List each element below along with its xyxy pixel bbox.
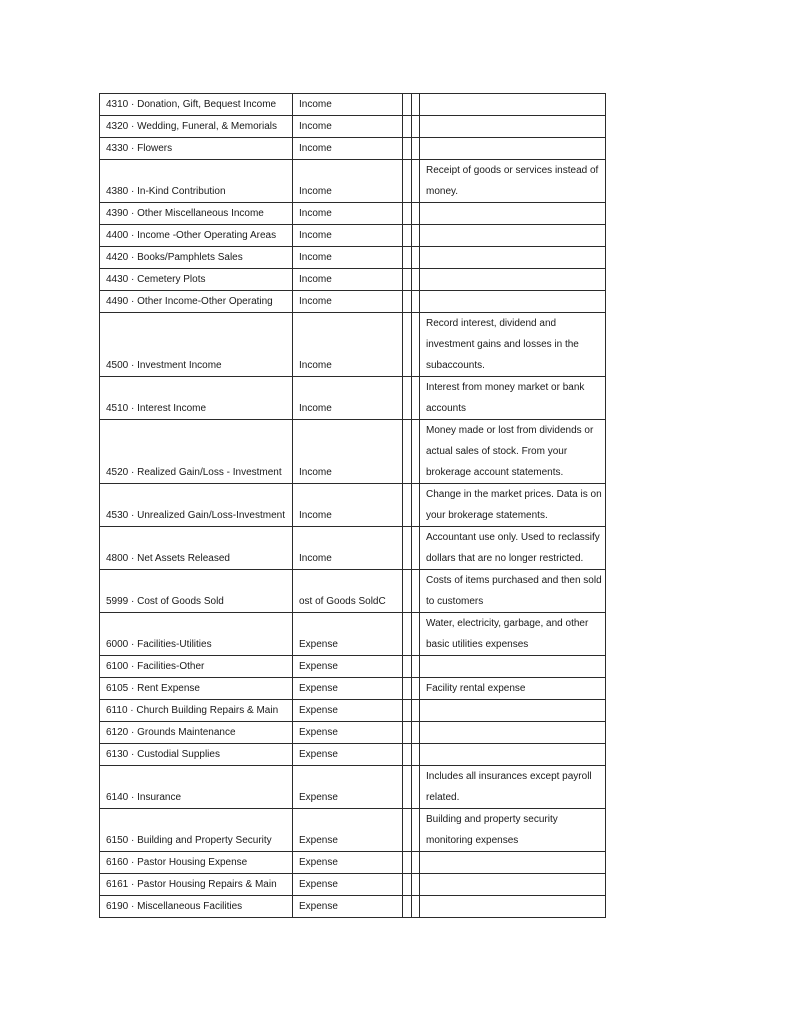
description-cell: Record interest, dividend and investment gains and losses in the subaccounts. — [420, 313, 606, 377]
blank-cell — [403, 313, 412, 377]
blank-cell — [403, 138, 412, 160]
blank-cell — [412, 377, 420, 420]
blank-cell — [412, 722, 420, 744]
type-cell: Expense — [293, 700, 403, 722]
type-cell: Income — [293, 247, 403, 269]
account-cell: 6110 · Church Building Repairs & Main — [100, 700, 293, 722]
description-cell — [420, 700, 606, 722]
type-cell: ost of Goods SoldC — [293, 570, 403, 613]
account-cell: 4510 · Interest Income — [100, 377, 293, 420]
account-cell: 4420 · Books/Pamphlets Sales — [100, 247, 293, 269]
blank-cell — [403, 874, 412, 896]
blank-cell — [403, 678, 412, 700]
account-cell: 4800 · Net Assets Released — [100, 527, 293, 570]
blank-cell — [412, 160, 420, 203]
description-cell — [420, 225, 606, 247]
description-cell — [420, 291, 606, 313]
table-row — [100, 766, 606, 809]
blank-cell — [412, 852, 420, 874]
blank-cell — [412, 656, 420, 678]
description-cell — [420, 94, 606, 116]
type-cell: Income — [293, 94, 403, 116]
account-cell: 4490 · Other Income-Other Operating — [100, 291, 293, 313]
blank-cell — [403, 247, 412, 269]
type-cell: Expense — [293, 809, 403, 852]
table-row — [100, 160, 606, 203]
table-row — [100, 613, 606, 656]
description-cell — [420, 116, 606, 138]
description-cell: Change in the market prices. Data is on your brokerage statements. — [420, 484, 606, 527]
account-cell: 4400 · Income -Other Operating Areas — [100, 225, 293, 247]
account-cell: 6160 · Pastor Housing Expense — [100, 852, 293, 874]
account-cell: 6130 · Custodial Supplies — [100, 744, 293, 766]
description-cell: Includes all insurances except payroll related. — [420, 766, 606, 809]
table-row — [100, 852, 606, 874]
table-row — [100, 377, 606, 420]
description-cell — [420, 138, 606, 160]
chart-of-accounts-sheet — [99, 93, 606, 918]
blank-cell — [403, 377, 412, 420]
blank-cell — [412, 313, 420, 377]
description-cell — [420, 203, 606, 225]
blank-cell — [403, 203, 412, 225]
type-cell: Expense — [293, 678, 403, 700]
table-row — [100, 420, 606, 484]
blank-cell — [403, 291, 412, 313]
account-cell: 6161 · Pastor Housing Repairs & Main — [100, 874, 293, 896]
blank-cell — [403, 700, 412, 722]
blank-cell — [412, 896, 420, 918]
blank-cell — [412, 225, 420, 247]
description-cell: Accountant use only. Used to reclassify dollars that are no longer restricted. — [420, 527, 606, 570]
account-cell: 4320 · Wedding, Funeral, & Memorials — [100, 116, 293, 138]
blank-cell — [403, 269, 412, 291]
account-cell: 6150 · Building and Property Security — [100, 809, 293, 852]
table-row — [100, 527, 606, 570]
account-cell: 5999 · Cost of Goods Sold — [100, 570, 293, 613]
blank-cell — [412, 484, 420, 527]
table-row — [100, 116, 606, 138]
type-cell: Income — [293, 377, 403, 420]
account-cell: 6105 · Rent Expense — [100, 678, 293, 700]
type-cell: Expense — [293, 656, 403, 678]
blank-cell — [403, 656, 412, 678]
description-cell: Facility rental expense — [420, 678, 606, 700]
blank-cell — [412, 744, 420, 766]
blank-cell — [403, 484, 412, 527]
blank-cell — [412, 94, 420, 116]
description-cell — [420, 247, 606, 269]
table-row — [100, 722, 606, 744]
blank-cell — [412, 613, 420, 656]
table-row — [100, 656, 606, 678]
blank-cell — [403, 94, 412, 116]
account-cell: 6140 · Insurance — [100, 766, 293, 809]
description-cell: Building and property security monitoring expenses — [420, 809, 606, 852]
type-cell: Income — [293, 313, 403, 377]
description-cell — [420, 744, 606, 766]
blank-cell — [412, 766, 420, 809]
table-row — [100, 94, 606, 116]
type-cell: Income — [293, 138, 403, 160]
description-cell — [420, 874, 606, 896]
type-cell: Income — [293, 291, 403, 313]
blank-cell — [403, 809, 412, 852]
type-cell: Expense — [293, 896, 403, 918]
account-cell: 4330 · Flowers — [100, 138, 293, 160]
blank-cell — [403, 852, 412, 874]
type-cell: Expense — [293, 613, 403, 656]
account-cell: 6120 · Grounds Maintenance — [100, 722, 293, 744]
description-cell — [420, 269, 606, 291]
blank-cell — [403, 613, 412, 656]
blank-cell — [412, 138, 420, 160]
blank-cell — [403, 744, 412, 766]
type-cell: Expense — [293, 852, 403, 874]
type-cell: Income — [293, 420, 403, 484]
blank-cell — [412, 116, 420, 138]
table-row — [100, 896, 606, 918]
blank-cell — [412, 570, 420, 613]
blank-cell — [412, 678, 420, 700]
type-cell: Expense — [293, 766, 403, 809]
table-row — [100, 269, 606, 291]
account-cell: 4500 · Investment Income — [100, 313, 293, 377]
blank-cell — [403, 420, 412, 484]
blank-cell — [403, 225, 412, 247]
table-row — [100, 225, 606, 247]
table-row — [100, 313, 606, 377]
table-row — [100, 678, 606, 700]
type-cell: Income — [293, 225, 403, 247]
account-cell: 6190 · Miscellaneous Facilities — [100, 896, 293, 918]
table-row — [100, 247, 606, 269]
blank-cell — [412, 203, 420, 225]
chart-of-accounts-table — [99, 93, 606, 918]
account-cell: 4310 · Donation, Gift, Bequest Income — [100, 94, 293, 116]
blank-cell — [403, 722, 412, 744]
account-cell: 4430 · Cemetery Plots — [100, 269, 293, 291]
blank-cell — [412, 700, 420, 722]
blank-cell — [412, 291, 420, 313]
type-cell: Expense — [293, 744, 403, 766]
type-cell: Income — [293, 269, 403, 291]
table-row — [100, 700, 606, 722]
account-cell: 4530 · Unrealized Gain/Loss-Investment — [100, 484, 293, 527]
description-cell: Money made or lost from dividends or actual sales of stock. From your brokerage account statements. — [420, 420, 606, 484]
description-cell — [420, 722, 606, 744]
blank-cell — [412, 874, 420, 896]
table-row — [100, 809, 606, 852]
description-cell — [420, 852, 606, 874]
description-cell: Water, electricity, garbage, and other basic utilities expenses — [420, 613, 606, 656]
description-cell: Interest from money market or bank accounts — [420, 377, 606, 420]
table-row — [100, 203, 606, 225]
table-row — [100, 570, 606, 613]
blank-cell — [403, 570, 412, 613]
account-cell: 4390 · Other Miscellaneous Income — [100, 203, 293, 225]
blank-cell — [403, 527, 412, 570]
table-row — [100, 291, 606, 313]
table-row — [100, 744, 606, 766]
description-cell — [420, 656, 606, 678]
account-cell: 4380 · In-Kind Contribution — [100, 160, 293, 203]
table-row — [100, 484, 606, 527]
type-cell: Income — [293, 203, 403, 225]
blank-cell — [403, 896, 412, 918]
type-cell: Income — [293, 116, 403, 138]
type-cell: Income — [293, 160, 403, 203]
description-cell: Costs of items purchased and then sold to customers — [420, 570, 606, 613]
blank-cell — [412, 809, 420, 852]
table-body — [100, 94, 606, 918]
blank-cell — [412, 247, 420, 269]
blank-cell — [403, 160, 412, 203]
account-cell: 6000 · Facilities-Utilities — [100, 613, 293, 656]
table-row — [100, 138, 606, 160]
description-cell — [420, 896, 606, 918]
blank-cell — [403, 116, 412, 138]
blank-cell — [412, 420, 420, 484]
table-row — [100, 874, 606, 896]
account-cell: 4520 · Realized Gain/Loss - Investment — [100, 420, 293, 484]
description-cell: Receipt of goods or services instead of money. — [420, 160, 606, 203]
type-cell: Expense — [293, 722, 403, 744]
blank-cell — [412, 269, 420, 291]
account-cell: 6100 · Facilities-Other — [100, 656, 293, 678]
blank-cell — [403, 766, 412, 809]
blank-cell — [412, 527, 420, 570]
type-cell: Income — [293, 527, 403, 570]
type-cell: Income — [293, 484, 403, 527]
type-cell: Expense — [293, 874, 403, 896]
